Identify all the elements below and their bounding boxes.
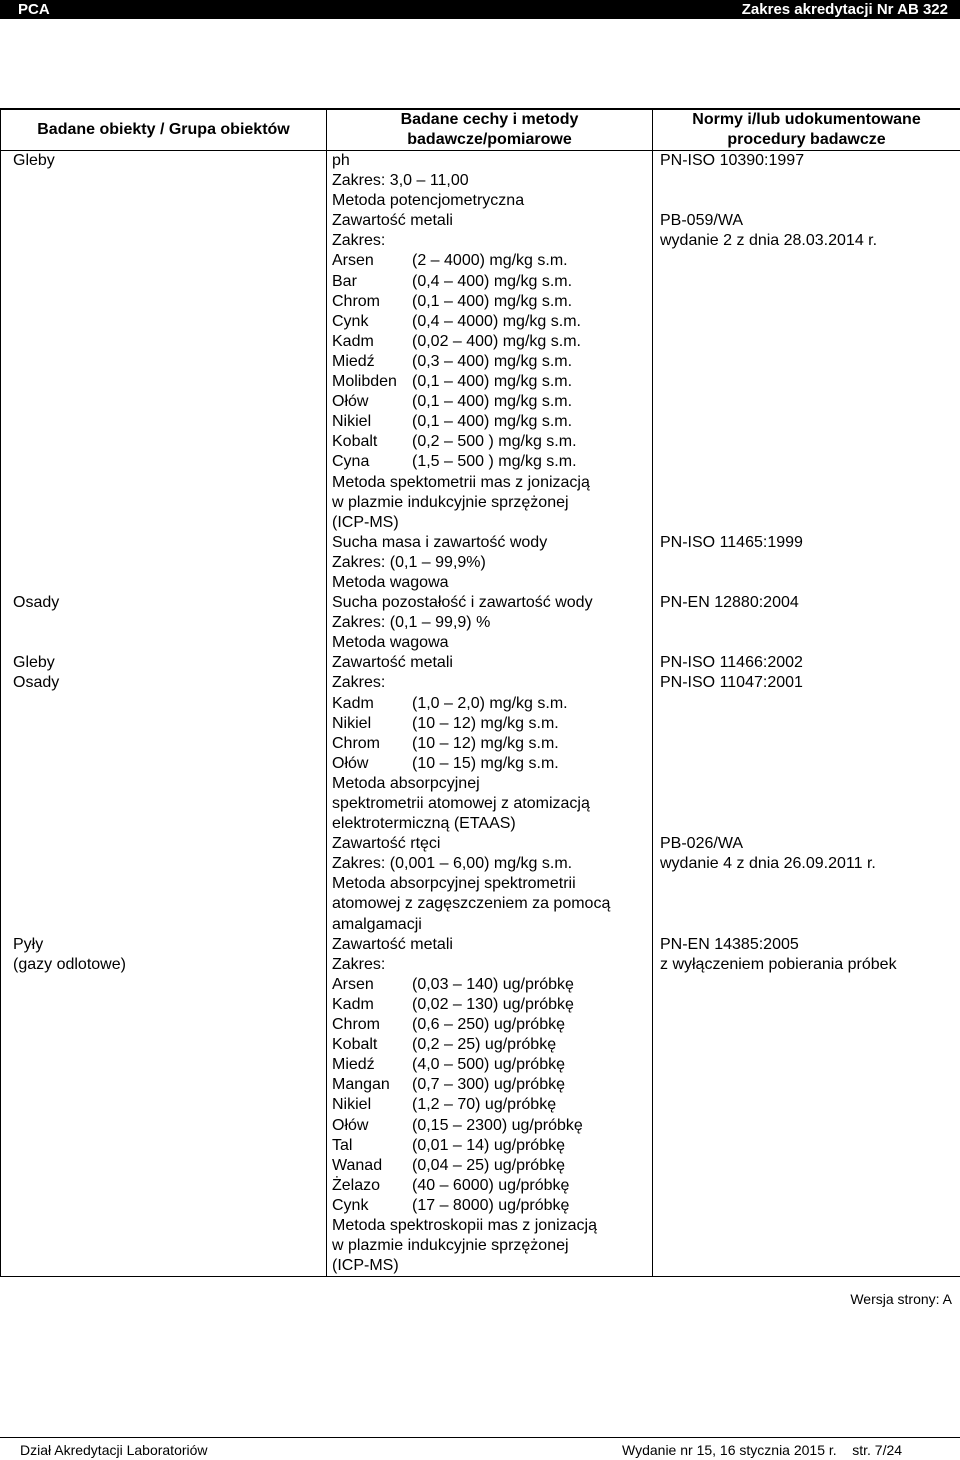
cell-norms	[653, 151, 960, 212]
cell-objects	[1, 151, 327, 594]
cell-objects	[1, 935, 327, 1277]
analyte-row	[332, 1015, 652, 1035]
analyte-range: (0,02 – 130) ug/próbkę	[412, 995, 652, 1015]
analyte-name: Chrom	[332, 292, 412, 312]
analyte-name: Cyna	[332, 452, 412, 472]
method-line: Zakres: (0,001 – 6,00) mg/kg s.m.	[332, 854, 652, 874]
object-name: Osady	[13, 673, 326, 693]
cell-norms	[653, 593, 960, 653]
method-line: Zakres:	[332, 673, 652, 693]
analyte-name: Arsen	[332, 975, 412, 995]
column-header-methods: Badane cechy i metody badawcze/pomiarowe	[327, 109, 653, 151]
analyte-name: Cynk	[332, 312, 412, 332]
analyte-range: (0,6 – 250) ug/próbkę	[412, 1015, 652, 1035]
object-name: Gleby	[13, 653, 326, 673]
norm-line: PN-EN 12880:2004	[660, 593, 960, 613]
method-line: amalgamacji	[332, 915, 652, 935]
cell-norms	[653, 935, 960, 1277]
analyte-row	[332, 332, 652, 352]
norm-line: PN-ISO 11466:2002	[660, 653, 960, 673]
analyte-range: (0,04 – 25) ug/próbkę	[412, 1156, 652, 1176]
norm-line: wydanie 4 z dnia 26.09.2011 r.	[660, 854, 960, 874]
cell-norms	[653, 533, 960, 593]
method-line: w plazmie indukcyjnie sprzężonej	[332, 493, 652, 513]
analyte-row	[332, 1035, 652, 1055]
analyte-row	[332, 312, 652, 332]
analyte-row	[332, 714, 652, 734]
analyte-name: Tal	[332, 1136, 412, 1156]
analyte-range: (17 – 8000) ug/próbkę	[412, 1196, 652, 1216]
method-line: (ICP-MS)	[332, 513, 652, 533]
analyte-name: Miedź	[332, 1055, 412, 1075]
analyte-range: (40 – 6000) ug/próbkę	[412, 1176, 652, 1196]
table-row	[1, 653, 960, 834]
analyte-row	[332, 272, 652, 292]
analyte-row	[332, 1095, 652, 1115]
analyte-name: Nikiel	[332, 412, 412, 432]
analyte-name: Molibden	[332, 372, 412, 392]
method-line: Metoda spektometrii mas z jonizacją	[332, 473, 652, 493]
analyte-row	[332, 372, 652, 392]
method-line: Zawartość rtęci	[332, 834, 652, 854]
analyte-name: Kobalt	[332, 432, 412, 452]
analyte-row	[332, 1156, 652, 1176]
analyte-name: Kadm	[332, 995, 412, 1015]
footer-right: Wydanie nr 15, 16 stycznia 2015 r. str. 7/24	[622, 1440, 902, 1460]
method-line: Metoda spektroskopii mas z jonizacją	[332, 1216, 652, 1236]
document-footer	[0, 1437, 960, 1438]
norm-line: z wyłączeniem pobierania próbek	[660, 955, 960, 975]
analyte-row	[332, 352, 652, 372]
method-line: spektrometrii atomowej z atomizacją	[332, 794, 652, 814]
accreditation-table	[0, 108, 960, 1277]
analyte-row	[332, 1136, 652, 1156]
method-line: ph	[332, 151, 652, 171]
cell-norms	[653, 211, 960, 533]
analyte-name: Kadm	[332, 332, 412, 352]
analyte-row	[332, 754, 652, 774]
analyte-range: (0,4 – 400) mg/kg s.m.	[412, 272, 652, 292]
analyte-range: (1,2 – 70) ug/próbkę	[412, 1095, 652, 1115]
analyte-range: (0,01 – 14) ug/próbkę	[412, 1136, 652, 1156]
analyte-name: Ołów	[332, 1116, 412, 1136]
analyte-range: (0,02 – 400) mg/kg s.m.	[412, 332, 652, 352]
object-name: Pyły	[13, 935, 326, 955]
analyte-name: Cynk	[332, 1196, 412, 1216]
analyte-row	[332, 1116, 652, 1136]
cell-norms	[653, 834, 960, 934]
analyte-name: Żelazo	[332, 1176, 412, 1196]
analyte-range: (0,4 – 4000) mg/kg s.m.	[412, 312, 652, 332]
method-line: Zakres:	[332, 231, 652, 251]
analyte-range: (0,2 – 500 ) mg/kg s.m.	[412, 432, 652, 452]
analyte-range: (0,2 – 25) ug/próbkę	[412, 1035, 652, 1055]
cell-method	[327, 593, 653, 653]
document-header	[0, 0, 960, 19]
cell-method	[327, 533, 653, 593]
analyte-row	[332, 1176, 652, 1196]
analyte-name: Kobalt	[332, 1035, 412, 1055]
method-line: (ICP-MS)	[332, 1256, 652, 1276]
analyte-name: Chrom	[332, 734, 412, 754]
method-line: Metoda absorpcyjnej	[332, 774, 652, 794]
method-line: Metoda wagowa	[332, 633, 652, 653]
method-line: Metoda potencjometryczna	[332, 191, 652, 211]
analyte-name: Nikiel	[332, 1095, 412, 1115]
norm-line: PB-026/WA	[660, 834, 960, 854]
analyte-name: Miedź	[332, 352, 412, 372]
table-row	[1, 151, 960, 212]
analyte-row	[332, 1075, 652, 1095]
column-header-objects: Badane obiekty / Grupa obiektów	[1, 109, 327, 151]
analyte-row	[332, 452, 652, 472]
analyte-name: Bar	[332, 272, 412, 292]
cell-method	[327, 211, 653, 533]
analyte-range: (2 – 4000) mg/kg s.m.	[412, 251, 652, 271]
analyte-row	[332, 975, 652, 995]
analyte-name: Ołów	[332, 392, 412, 412]
analyte-range: (0,1 – 400) mg/kg s.m.	[412, 392, 652, 412]
analyte-range: (0,1 – 400) mg/kg s.m.	[412, 292, 652, 312]
table-row	[1, 593, 960, 653]
cell-method	[327, 834, 653, 934]
method-line: Metoda absorpcyjnej spektrometrii	[332, 874, 652, 894]
analyte-row	[332, 1055, 652, 1075]
table-header-row	[1, 109, 960, 151]
norm-line: PN-EN 14385:2005	[660, 935, 960, 955]
method-line: w plazmie indukcyjnie sprzężonej	[332, 1236, 652, 1256]
method-line: Metoda wagowa	[332, 573, 652, 593]
method-line: atomowej z zagęszczeniem za pomocą	[332, 894, 652, 914]
analyte-name: Kadm	[332, 694, 412, 714]
analyte-row	[332, 251, 652, 271]
method-line: Zawartość metali	[332, 935, 652, 955]
object-name: Osady	[13, 593, 326, 613]
footer-left: Dział Akredytacji Laboratoriów	[20, 1440, 208, 1460]
analyte-range: (1,5 – 500 ) mg/kg s.m.	[412, 452, 652, 472]
analyte-name: Arsen	[332, 251, 412, 271]
analyte-row	[332, 412, 652, 432]
method-line: Zakres:	[332, 955, 652, 975]
analyte-range: (10 – 12) mg/kg s.m.	[412, 714, 652, 734]
header-left: PCA	[18, 0, 50, 19]
norm-line: PN-ISO 11465:1999	[660, 533, 960, 553]
table-row	[1, 935, 960, 1277]
norm-line: PN-ISO 11047:2001	[660, 673, 960, 693]
analyte-row	[332, 694, 652, 714]
analyte-range: (10 – 12) mg/kg s.m.	[412, 734, 652, 754]
analyte-row	[332, 995, 652, 1015]
analyte-range: (0,3 – 400) mg/kg s.m.	[412, 352, 652, 372]
method-line: Zawartość metali	[332, 653, 652, 673]
column-header-norms: Normy i/lub udokumentowane procedury badawcze	[653, 109, 960, 151]
method-line: Zakres: 3,0 – 11,00	[332, 171, 652, 191]
cell-method	[327, 653, 653, 834]
analyte-name: Mangan	[332, 1075, 412, 1095]
method-line: Sucha pozostałość i zawartość wody	[332, 593, 652, 613]
method-line: Sucha masa i zawartość wody	[332, 533, 652, 553]
analyte-row	[332, 734, 652, 754]
method-line: Zakres: (0,1 – 99,9) %	[332, 613, 652, 633]
method-line: Zakres: (0,1 – 99,9%)	[332, 553, 652, 573]
object-name: (gazy odlotowe)	[13, 955, 326, 975]
page-version: Wersja strony: A	[850, 1291, 952, 1307]
header-right: Zakres akredytacji Nr AB 322	[742, 0, 948, 19]
analyte-range: (10 – 15) mg/kg s.m.	[412, 754, 652, 774]
analyte-name: Chrom	[332, 1015, 412, 1035]
cell-method	[327, 151, 653, 212]
object-name: Gleby	[13, 151, 326, 171]
norm-line: wydanie 2 z dnia 28.03.2014 r.	[660, 231, 960, 251]
analyte-row	[332, 1196, 652, 1216]
method-line: elektrotermiczną (ETAAS)	[332, 814, 652, 834]
analyte-row	[332, 432, 652, 452]
analyte-range: (1,0 – 2,0) mg/kg s.m.	[412, 694, 652, 714]
analyte-range: (0,1 – 400) mg/kg s.m.	[412, 372, 652, 392]
method-line: Zawartość metali	[332, 211, 652, 231]
analyte-range: (0,03 – 140) ug/próbkę	[412, 975, 652, 995]
cell-method	[327, 935, 653, 1277]
analyte-range: (0,1 – 400) mg/kg s.m.	[412, 412, 652, 432]
analyte-name: Nikiel	[332, 714, 412, 734]
cell-objects	[1, 653, 327, 934]
analyte-name: Ołów	[332, 754, 412, 774]
analyte-row	[332, 392, 652, 412]
cell-objects	[1, 593, 327, 653]
analyte-range: (0,7 – 300) ug/próbkę	[412, 1075, 652, 1095]
cell-norms	[653, 653, 960, 834]
analyte-row	[332, 292, 652, 312]
analyte-name: Wanad	[332, 1156, 412, 1176]
norm-line: PN-ISO 10390:1997	[660, 151, 960, 171]
analyte-range: (0,15 – 2300) ug/próbkę	[412, 1116, 652, 1136]
analyte-range: (4,0 – 500) ug/próbkę	[412, 1055, 652, 1075]
norm-line: PB-059/WA	[660, 211, 960, 231]
